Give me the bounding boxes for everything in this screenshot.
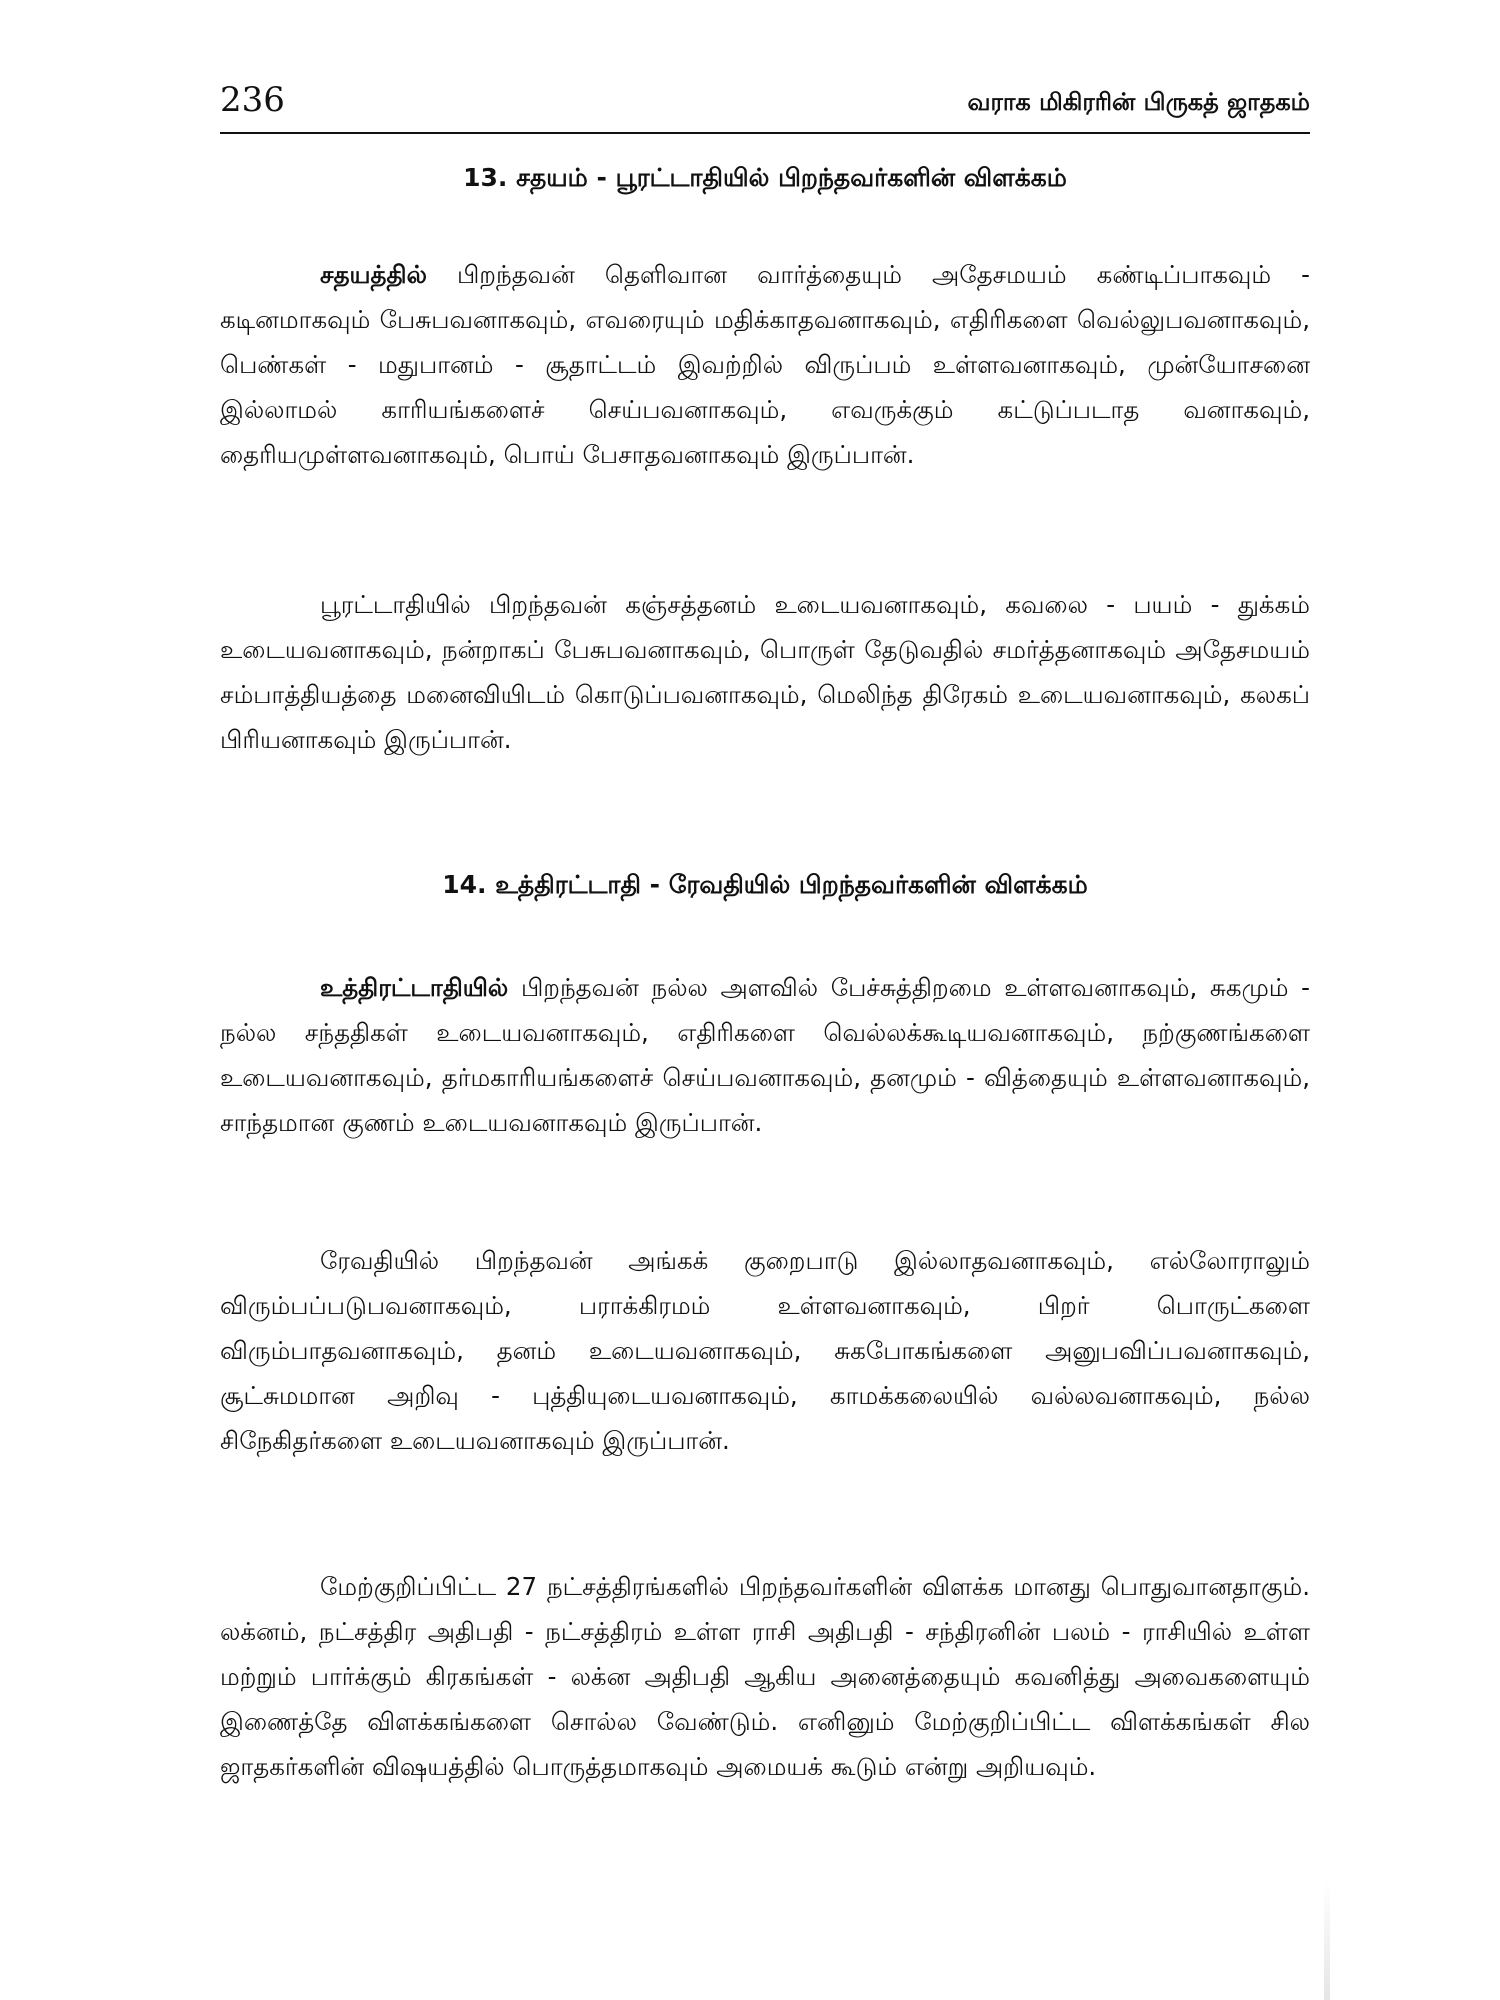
section-heading-14: 14. உத்திரட்டாதி - ரேவதியில் பிறந்தவர்களின் விளக்கம் [442,870,1088,899]
paragraph-text: மேற்குறிப்பிட்ட 27 நட்சத்திரங்களில் பிறந்தவர்களின் விளக்க மானது பொதுவானதாகும். லக்னம், நட்சத்திர அதிபதி - நட்சத்திரம் உள்ள ராசி அதிபதி - சந்திரனின் பலம் - ராசியில் உள்ள மற்றும் பார்க்கும் கிரகங்கள் - லக்ன அதிபதி ஆகிய அனைத்தையும் கவனித்து அவைகளையும் இணைத்தே விளக்கங்களை சொல்ல வேண்டும். எனினும் மேற்குறிப்பிட்ட விளக்கங்கள் சில ஜாதகர்களின் விஷயத்தில் பொருத்தமாகவும் அமையக் கூடும் என்று அறியவும். [220,1572,1310,1781]
paragraph-uthiratathi [220,965,1310,1145]
page-number: 236 [220,80,285,120]
paragraph-pooratathi [220,582,1310,762]
running-title: வராக மிகிரரின் பிருகத் ஜாதகம் [967,88,1310,116]
section-heading-13: 13. சதயம் - பூரட்டாதியில் பிறந்தவர்களின் விளக்கம் [463,163,1067,192]
paragraph-lead-word: உத்திரட்டாதியில் [320,973,509,1002]
paragraph-sathayam [220,252,1310,477]
paragraph-lead-word: சதயத்தில் [320,260,427,289]
paragraph-text: பூரட்டாதியில் பிறந்தவன் கஞ்சத்தனம் உடையவனாகவும், கவலை - பயம் - துக்கம் உடையவனாகவும், நன்றாகப் பேசுபவனாகவும், பொருள் தேடுவதில் சமர்த்தனாகவும் அதேசமயம் சம்பாத்தியத்தை மனைவியிடம் கொடுப்பவனாகவும், மெலிந்த திரேகம் உடையவனாகவும், கலகப் பிரியனாகவும் இருப்பான். [220,590,1310,754]
paragraph-revathi [220,1238,1310,1463]
paragraph-text: ரேவதியில் பிறந்தவன் அங்கக் குறைபாடு இல்லாதவனாகவும், எல்லோராலும் விரும்பப்படுபவனாகவும், பராக்கிரமம் உள்ளவனாகவும், பிறர் பொருட்களை விரும்பாதவனாகவும், தனம் உடையவனாகவும், சுகபோகங்களை அனுபவிப்பவனாகவும், சூட்சுமமான அறிவு - புத்தியுடையவனாகவும், காமக்கலையில் வல்லவனாகவும், நல்ல சிநேகிதர்களை உடையவனாகவும் இருப்பான். [220,1246,1310,1455]
page-edge-shadow [1324,1880,1330,2000]
paragraph-text: பிறந்தவன் தெளிவான வார்த்தையும் அதேசமயம் கண்டிப்பாகவும் - கடினமாகவும் பேசுபவனாகவும், எவரையும் மதிக்காதவனாகவும், எதிரிகளை வெல்லுபவனாகவும், பெண்கள் - மதுபானம் - சூதாட்டம் இவற்றில் விருப்பம் உள்ளவனாகவும், முன்யோசனை இல்லாமல் காரியங்களைச் செய்பவனாகவும், எவருக்கும் கட்டுப்படாத வனாகவும், தைரியமுள்ளவனாகவும், பொய் பேசாதவனாகவும் இருப்பான். [220,260,1310,469]
paragraph-text: பிறந்தவன் நல்ல அளவில் பேச்சுத்திறமை உள்ளவனாகவும், சுகமும் - நல்ல சந்ததிகள் உடையவனாகவும், எதிரிகளை வெல்லக்கூடியவனாகவும், நற்குணங்களை உடையவனாகவும், தர்மகாரியங்களைச் செய்பவனாகவும், தனமும் - வித்தையும் உள்ளவனாகவும், சாந்தமான குணம் உடையவனாகவும் இருப்பான். [220,973,1310,1137]
page-header [220,78,1310,134]
paragraph-conclusion [220,1564,1310,1789]
